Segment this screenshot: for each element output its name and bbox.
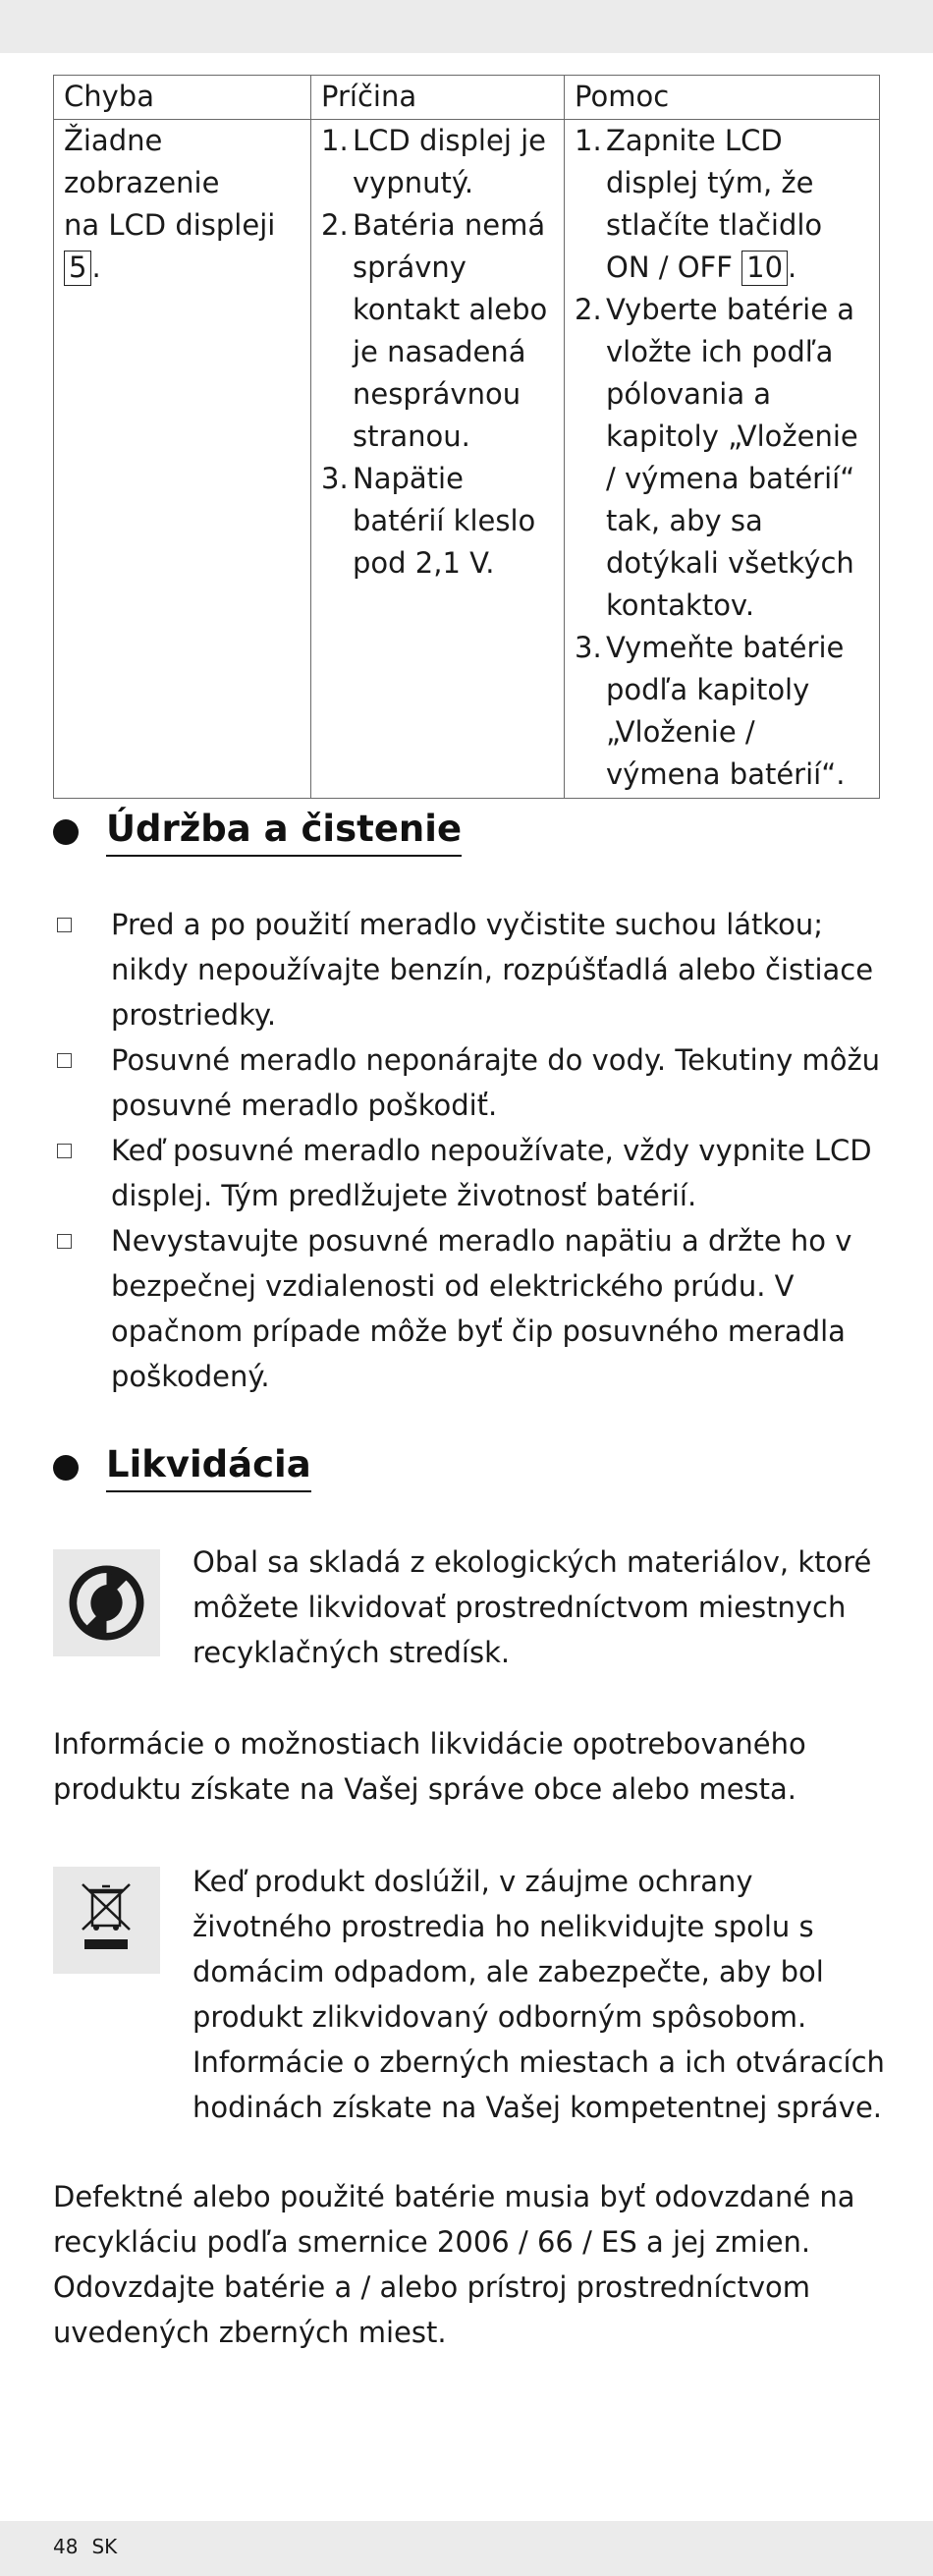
cause-num: 2.	[321, 208, 349, 242]
list-item	[53, 1037, 898, 1128]
cause-text: Napätie batérií kleslo pod 2,1 V.	[353, 462, 536, 580]
maintenance-item-text: Keď posuvné meradlo nepoužívate, vždy vypnite LCD displej. Tým predlžujete životnosť batérií.	[111, 1134, 872, 1212]
onoff-ref-box: 10	[741, 251, 788, 286]
battery-disposal-text: Defektné alebo použité batérie musia byť odovzdané na recykláciu podľa smernice 2006 / 66 / ES a jej zmien. Odovzdajte batérie a / alebo prístroj prostredníctvom uvedených zberných miest.	[53, 2180, 855, 2349]
maintenance-heading	[53, 808, 462, 857]
cause-list	[321, 120, 556, 585]
square-bullet-icon	[57, 918, 72, 932]
help-num: 2.	[575, 293, 602, 326]
packaging-text: Obal sa skladá z ekologických materiálov, ktoré môžete likvidovať prostredníctvom miestnych recyklačných stredísk.	[192, 1545, 872, 1669]
list-item	[321, 204, 556, 458]
help-num: 1.	[575, 124, 602, 157]
list-item	[321, 120, 556, 204]
square-bullet-icon	[57, 1234, 72, 1249]
help-text: Vymeňte batérie podľa kapitoly „Vloženie / výmena batérií“.	[606, 631, 846, 791]
error-cell	[54, 120, 311, 799]
table-header-row	[54, 76, 880, 120]
help-num: 3.	[575, 631, 602, 664]
cause-text: Batéria nemá správny kontakt alebo je nasadená nesprávnou stranou.	[353, 208, 548, 453]
square-bullet-icon	[57, 1053, 72, 1068]
crossed-bin-icon	[53, 1867, 160, 1974]
error-period: .	[91, 251, 101, 284]
help-text: Zapnite LCD displej tým, že stlačíte tlačidlo ON / OFF	[606, 124, 823, 284]
green-dot-recycling-icon	[53, 1549, 160, 1656]
maintenance-item-text: Pred a po použití meradlo vyčistite suchou látkou; nikdy nepoužívajte benzín, rozpúšťadlá alebo čistiace prostriedky.	[111, 908, 874, 1032]
help-text: Vyberte batérie a vložte ich podľa pólovania a kapitoly „Vloženie / výmena batérií“ tak, aby sa dotýkali všetkých kontaktov.	[606, 293, 858, 622]
heading-bullet-icon	[53, 1455, 79, 1481]
disposal-info-text: Informácie o možnostiach likvidácie opotrebovaného produktu získate na Vašej správe obce alebo mesta.	[53, 1727, 806, 1806]
cause-cell	[311, 120, 565, 799]
maintenance-list	[53, 902, 898, 1399]
troubleshooting-table	[53, 75, 880, 799]
error-line1: Žiadne zobrazenie	[64, 124, 220, 199]
page-number: 48	[53, 2535, 79, 2558]
disposal-heading	[53, 1443, 311, 1492]
error-line2: na LCD displeji	[64, 208, 276, 242]
footer	[53, 2535, 131, 2558]
top-band	[0, 0, 933, 53]
weee-text: Keď produkt doslúžil, v záujme ochrany životného prostredia ho nelikvidujte spolu s domácim odpadom, ale zabezpečte, aby bol produkt zlikvidovaný odborným spôsobom. Informácie o zberných miestach a ich otváracích hodinách získate na Vašej kompetentnej správe.	[192, 1865, 885, 2124]
square-bullet-icon	[57, 1144, 72, 1158]
cause-num: 1.	[321, 124, 349, 157]
table-row	[54, 120, 880, 799]
header-error: Chyba	[54, 76, 311, 120]
list-item	[53, 1218, 898, 1399]
language-code: SK	[91, 2535, 118, 2558]
list-item	[575, 289, 871, 627]
footer-band	[0, 2521, 933, 2576]
list-item	[575, 120, 871, 289]
list-item	[53, 902, 898, 1037]
list-item	[321, 458, 556, 585]
maintenance-item-text: Posuvné meradlo neponárajte do vody. Tekutiny môžu posuvné meradlo poškodiť.	[111, 1043, 881, 1122]
cause-text: LCD displej je vypnutý.	[353, 124, 547, 199]
list-item	[575, 627, 871, 796]
header-cause: Príčina	[311, 76, 565, 120]
list-item	[53, 1128, 898, 1218]
help-period: .	[788, 251, 797, 284]
help-cell	[565, 120, 880, 799]
cause-num: 3.	[321, 462, 349, 495]
disposal-heading-text: Likvidácia	[106, 1443, 311, 1492]
header-help: Pomoc	[565, 76, 880, 120]
help-list	[575, 120, 871, 796]
heading-bullet-icon	[53, 819, 79, 845]
display-ref-box: 5	[64, 251, 91, 286]
maintenance-item-text: Nevystavujte posuvné meradlo napätiu a držte ho v bezpečnej vzdialenosti od elektrického prúdu. V opačnom prípade môže byť čip posuvného meradla poškodený.	[111, 1224, 852, 1393]
maintenance-heading-text: Údržba a čistenie	[106, 808, 462, 857]
